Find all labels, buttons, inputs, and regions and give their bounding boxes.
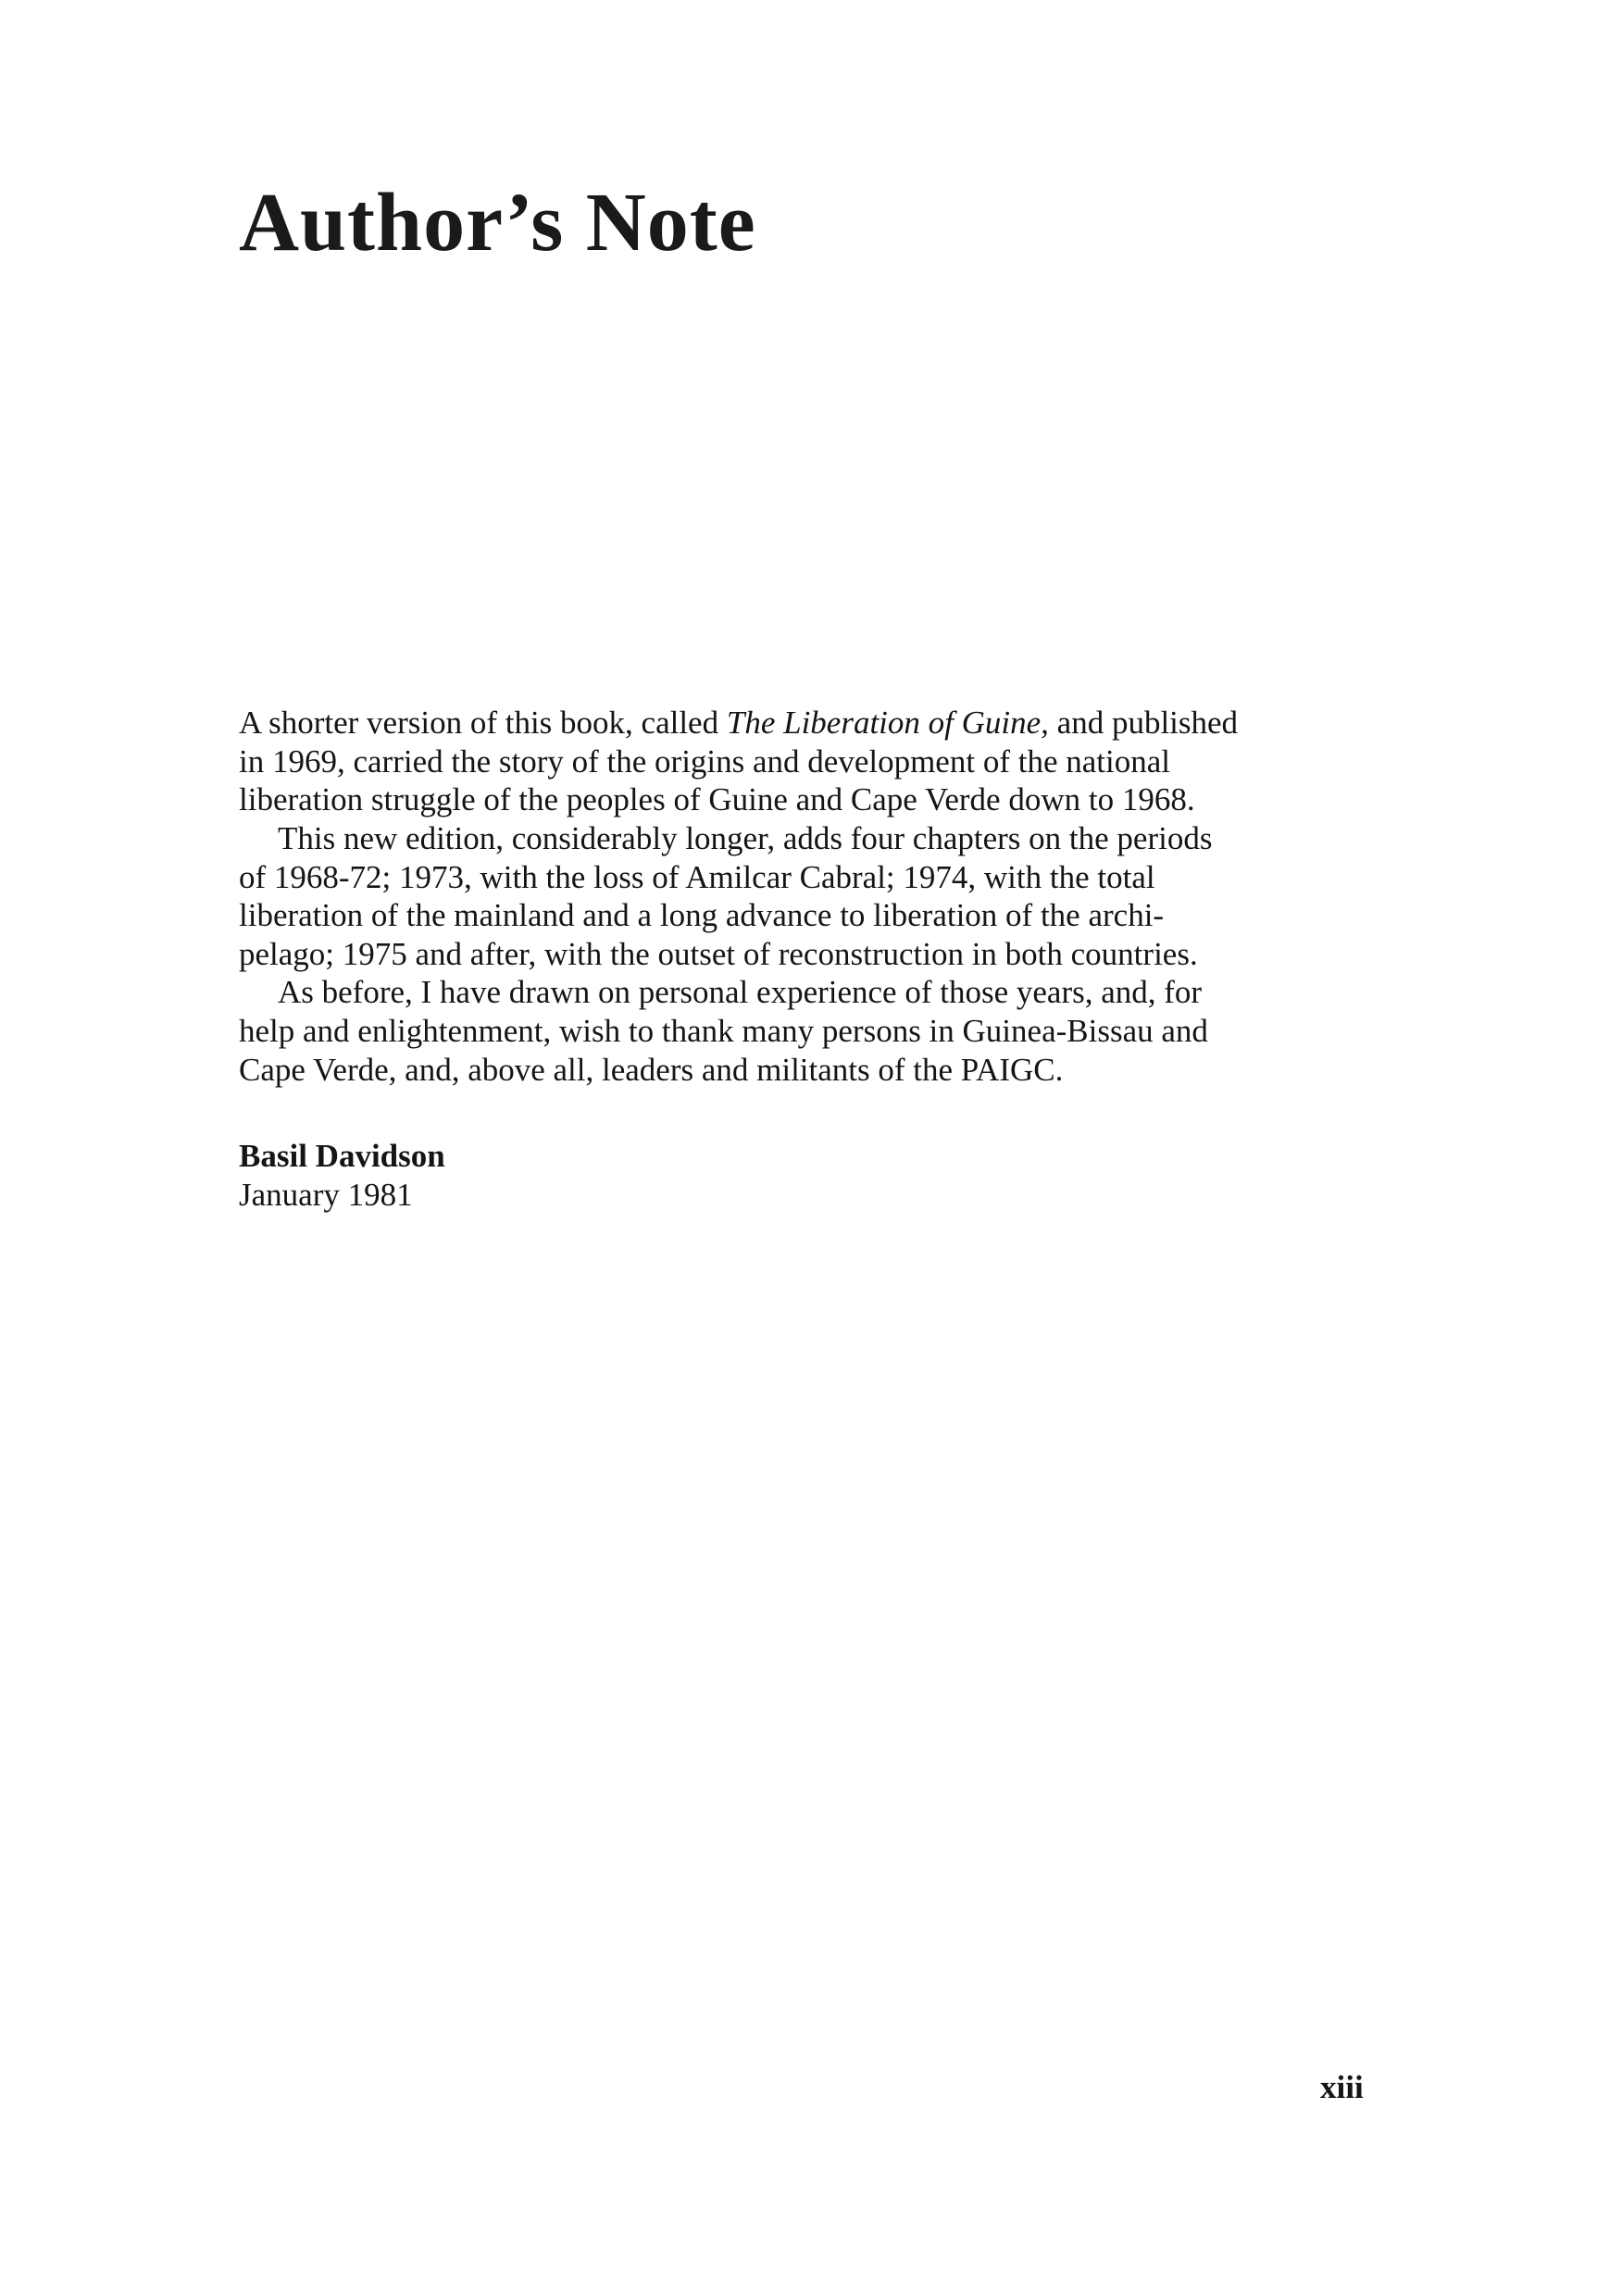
paragraph-3-line-3: Cape Verde, and, above all, leaders and militants of the PAIGC. bbox=[239, 1051, 1064, 1088]
paragraph-2-line-3: liberation of the mainland and a long advance to liberation of the archi- bbox=[239, 897, 1165, 934]
book-title-italic: The Liberation of Guine, bbox=[726, 705, 1049, 741]
paragraph-1-line-1-trail: and published bbox=[1048, 705, 1239, 741]
page-number: xiii bbox=[1320, 2069, 1364, 2105]
signature-date: January 1981 bbox=[239, 1176, 413, 1213]
paragraph-3 bbox=[239, 973, 1387, 1089]
paragraph-2-line-4: pelago; 1975 and after, with the outset of reconstruction in both countries. bbox=[239, 935, 1198, 972]
paragraph-2-line-1: This new edition, considerably longer, adds four chapters on the periods bbox=[278, 819, 1213, 856]
body-text bbox=[239, 704, 1387, 1089]
paragraph-1 bbox=[239, 704, 1387, 819]
paragraph-1-line-1-lead: A shorter version of this book, called bbox=[239, 705, 727, 741]
author-name: Basil Davidson bbox=[239, 1138, 445, 1174]
paragraph-1-line-3: liberation struggle of the peoples of Guine and Cape Verde down to 1968. bbox=[239, 781, 1195, 818]
signature-block bbox=[239, 1137, 445, 1214]
paragraph-2-line-2: of 1968-72; 1973, with the loss of Amilcar Cabral; 1974, with the total bbox=[239, 858, 1155, 895]
paragraph-3-line-2: help and enlightenment, wish to thank many persons in Guinea-Bissau and bbox=[239, 1013, 1208, 1050]
paragraph-1-line-1 bbox=[239, 704, 1387, 742]
chapter-title: Author’s Note bbox=[239, 177, 756, 268]
paragraph-1-line-2: in 1969, carried the story of the origins and development of the national bbox=[239, 742, 1170, 780]
paragraph-2 bbox=[239, 819, 1387, 974]
paragraph-3-line-1: As before, I have drawn on personal experience of those years, and, for bbox=[278, 974, 1203, 1011]
